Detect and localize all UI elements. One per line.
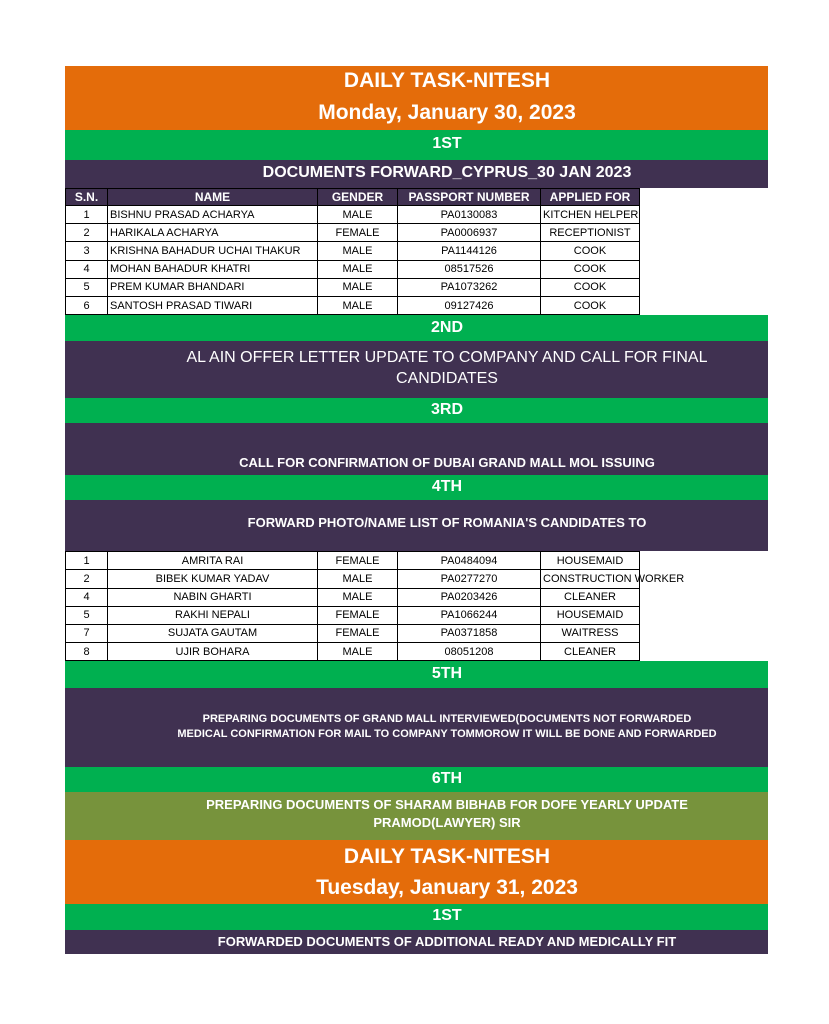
cell-gender: MALE [318,643,398,661]
table-row [66,570,640,588]
cell-name: RAKHI NEPALI [108,606,318,624]
section-label: 1ST [432,135,462,152]
section-label-2nd [65,315,768,341]
section-label: 5TH [431,665,463,683]
cell-applied-for: COOK [541,260,640,278]
cell-sn: 1 [66,206,108,224]
cell-gender: MALE [318,260,398,278]
day2-task-1st-text: FORWARDED DOCUMENTS OF ADDITIONAL READY AND MEDICALLY FIT [217,934,677,950]
cell-passport: PA1066244 [398,606,541,624]
cell-applied-for: COOK [541,296,640,314]
cell-name: KRISHNA BAHADUR UCHAI THAKUR [108,242,318,260]
col-gender: GENDER [318,189,398,206]
section-label-4th [65,475,768,500]
romania-table [65,551,685,661]
section-label-3rd [65,398,768,423]
cell-name: SUJATA GAUTAM [108,624,318,642]
documents-heading [65,160,768,188]
task-2nd [65,341,768,398]
documents-heading-text: DOCUMENTS FORWARD_CYPRUS_30 JAN 2023 [262,164,632,181]
cell-gender: FEMALE [318,624,398,642]
task-6th-line1: PREPARING DOCUMENTS OF SHARAM BIBHAB FOR DOFE YEARLY UPDATE [206,797,688,813]
table-row [66,552,640,570]
cell-applied-for: RECEPTIONIST [541,224,640,242]
cell-passport: PA1073262 [398,278,541,296]
spreadsheet [65,66,768,954]
cell-applied-for: COOK [541,242,640,260]
table-row [66,606,640,624]
cell-name: UJIR BOHARA [108,643,318,661]
cell-passport: PA0203426 [398,588,541,606]
cell-gender: MALE [318,278,398,296]
cell-sn: 1 [66,552,108,570]
cell-sn: 2 [66,224,108,242]
cell-applied-for: HOUSEMAID [541,606,640,624]
col-sn: S.N. [66,189,108,206]
table-row [66,260,640,278]
table-row [66,278,640,296]
table-row [66,588,640,606]
task-3rd [65,423,768,475]
cell-sn: 5 [66,278,108,296]
col-passport: PASSPORT NUMBER [398,189,541,206]
task-6th-line2: PRAMOD(LAWYER) SIR [373,815,521,831]
table-row [66,242,640,260]
day2-task-1st [65,930,768,954]
cell-gender: FEMALE [318,552,398,570]
table-row [66,206,640,224]
cell-name: BISHNU PRASAD ACHARYA [108,206,318,224]
cell-passport: 09127426 [398,296,541,314]
cell-gender: MALE [318,296,398,314]
cell-sn: 7 [66,624,108,642]
col-applied-for: APPLIED FOR [541,189,640,206]
cell-passport: PA0130083 [398,206,541,224]
section-label: 4TH [431,478,463,496]
day2-title: DAILY TASK-NITESH [343,845,551,869]
cell-applied-for: CLEANER [541,588,640,606]
section-label: 1ST [432,907,462,925]
section-label-1st [65,130,768,160]
cell-gender: MALE [318,588,398,606]
cell-passport: PA0277270 [398,570,541,588]
day1-date: Monday, January 30, 2023 [318,101,576,124]
cell-sn: 6 [66,296,108,314]
cell-sn: 4 [66,260,108,278]
cell-name: BIBEK KUMAR YADAV [108,570,318,588]
cell-name: NABIN GHARTI [108,588,318,606]
cell-name: MOHAN BAHADUR KHATRI [108,260,318,278]
table-row [66,296,640,314]
day1-title: DAILY TASK-NITESH [343,69,551,92]
cell-passport: 08517526 [398,260,541,278]
cell-applied-for: WAITRESS [541,624,640,642]
cell-applied-for: CONSTRUCTION WORKER [541,570,640,588]
cell-passport: PA0371858 [398,624,541,642]
cell-name: AMRITA RAI [108,552,318,570]
task-6th [65,792,768,840]
cell-gender: FEMALE [318,606,398,624]
task-5th-line2: MEDICAL CONFIRMATION FOR MAIL TO COMPANY TOMMOROW IT WILL BE DONE AND FORWARDED [177,728,717,741]
cell-passport: PA0006937 [398,224,541,242]
table-row [66,643,640,661]
section-label-5th [65,661,768,688]
table-header-row [66,189,640,206]
col-name: NAME [108,189,318,206]
cell-sn: 8 [66,643,108,661]
cell-name: SANTOSH PRASAD TIWARI [108,296,318,314]
cell-gender: FEMALE [318,224,398,242]
task-5th [65,688,768,767]
cell-passport: 08051208 [398,643,541,661]
cell-passport: PA0484094 [398,552,541,570]
cell-sn: 2 [66,570,108,588]
task-4th-text: FORWARD PHOTO/NAME LIST OF ROMANIA'S CANDIDATES TO [247,515,647,531]
table-row [66,224,640,242]
day2-date: Tuesday, January 31, 2023 [316,876,578,900]
section-label: 3RD [430,401,463,419]
cell-applied-for: COOK [541,278,640,296]
task-5th-line1: PREPARING DOCUMENTS OF GRAND MALL INTERVIEWED(DOCUMENTS NOT FORWARDED [202,713,692,726]
task-3rd-text: CALL FOR CONFIRMATION OF DUBAI GRAND MALL MOL ISSUING [239,455,655,471]
cell-passport: PA1144126 [398,242,541,260]
cell-gender: MALE [318,206,398,224]
section-label: 6TH [431,770,463,788]
table-row [66,624,640,642]
task-2nd-line2: CANDIDATES [396,370,498,388]
cell-applied-for: KITCHEN HELPER [541,206,640,224]
section-label-6th [65,767,768,792]
cell-sn: 3 [66,242,108,260]
cell-applied-for: HOUSEMAID [541,552,640,570]
day1-header [65,66,768,130]
section-label: 2ND [430,319,463,337]
task-4th [65,500,768,551]
day2-header [65,840,768,904]
cell-gender: MALE [318,242,398,260]
cyprus-table [65,188,640,315]
cell-applied-for: CLEANER [541,643,640,661]
cell-sn: 5 [66,606,108,624]
task-2nd-line1: AL AIN OFFER LETTER UPDATE TO COMPANY AND CALL FOR FINAL [186,349,708,367]
cell-sn: 4 [66,588,108,606]
cell-gender: MALE [318,570,398,588]
cell-name: PREM KUMAR BHANDARI [108,278,318,296]
day2-section-label-1st [65,904,768,930]
cell-name: HARIKALA ACHARYA [108,224,318,242]
